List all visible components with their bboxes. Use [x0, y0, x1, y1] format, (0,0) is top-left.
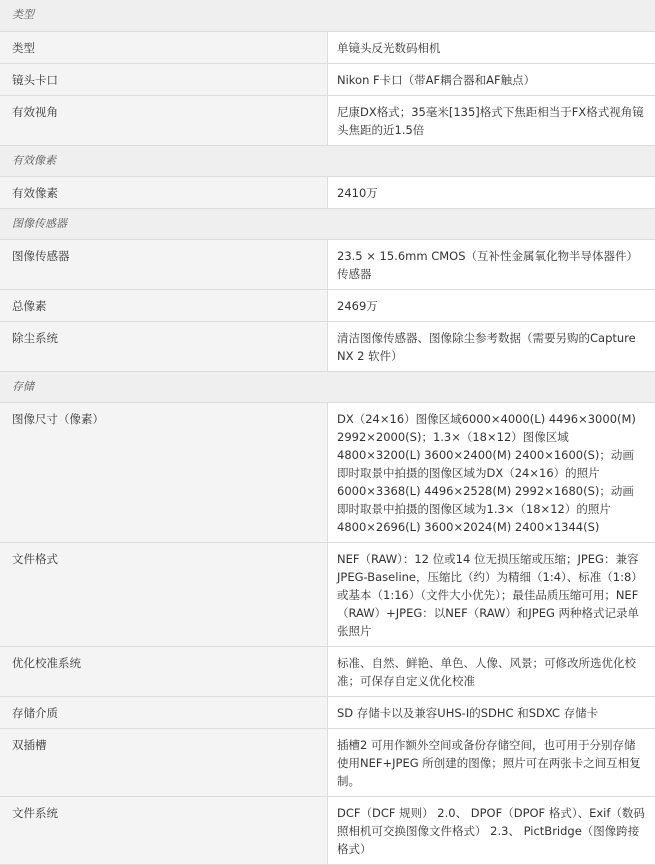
row-value: 标准、自然、鲜艳、单色、人像、风景；可修改所选优化校准；可保存自定义优化校准 [328, 646, 655, 696]
section-header [0, 208, 655, 239]
row-value: DCF（DCF 规则） 2.0、 DPOF（DPOF 格式）、Exif（数码照相机可交换图像文件格式） 2.3、 PictBridge（图像跨接格式） [328, 796, 655, 864]
section-title: 有效像素 [0, 145, 655, 176]
table-row [0, 542, 655, 646]
row-value: 单镜头反光数码相机 [328, 31, 655, 63]
section-title: 存储 [0, 371, 655, 402]
row-value: 插槽2 可用作额外空间或备份存储空间，也可用于分别存储使用NEF+JPEG 所创建的图像；照片可在两张卡之间互相复制。 [328, 728, 655, 796]
row-label: 有效像素 [0, 176, 328, 208]
table-row [0, 63, 655, 95]
table-row [0, 321, 655, 371]
table-row [0, 95, 655, 145]
row-label: 除尘系统 [0, 321, 328, 371]
row-value: SD 存储卡以及兼容UHS-I的SDHC 和SDXC 存储卡 [328, 696, 655, 728]
table-row [0, 289, 655, 321]
section-header [0, 0, 655, 31]
row-label: 类型 [0, 31, 328, 63]
section-title: 图像传感器 [0, 208, 655, 239]
row-value: DX（24×16）图像区域6000×4000(L) 4496×3000(M) 2992×2000(S)；1.3×（18×12）图像区域4800×3200(L) 3600×2400(M) 2400×1600(S)；动画即时取景中拍摄的图像区域为DX（24×16）的照片6000×3368(L) 4496×2528(M) 2992×1680(S)；动画即时取景中拍摄的图像区域为1.3×（18×12）的照片4800×2696(L) 3600×2024(M) 2400×1344(S) [328, 402, 655, 542]
section-title: 类型 [0, 0, 655, 31]
table-row [0, 176, 655, 208]
section-header [0, 145, 655, 176]
row-label: 文件格式 [0, 542, 328, 646]
table-row [0, 796, 655, 864]
table-row [0, 728, 655, 796]
section-header [0, 371, 655, 402]
row-label: 图像传感器 [0, 239, 328, 289]
row-label: 存储介质 [0, 696, 328, 728]
table-row [0, 402, 655, 542]
table-row [0, 646, 655, 696]
row-label: 有效视角 [0, 95, 328, 145]
table-row [0, 696, 655, 728]
row-value: 尼康DX格式；35毫米[135]格式下焦距相当于FX格式视角镜头焦距的近1.5倍 [328, 95, 655, 145]
row-label: 镜头卡口 [0, 63, 328, 95]
row-label: 文件系统 [0, 796, 328, 864]
row-value: 清洁图像传感器、图像除尘参考数据（需要另购的Capture NX 2 软件） [328, 321, 655, 371]
row-value: Nikon F卡口（带AF耦合器和AF触点） [328, 63, 655, 95]
row-value: 2469万 [328, 289, 655, 321]
row-value: 23.5 × 15.6mm CMOS（互补性金属氧化物半导体器件）传感器 [328, 239, 655, 289]
table-row [0, 239, 655, 289]
row-value: NEF（RAW）：12 位或14 位无损压缩或压缩；JPEG：兼容JPEG-Baseline，压缩比（约）为精细（1:4）、标准（1:8）或基本（1:16）（文件大小优先）；最佳品质压缩可用；NEF（RAW）+JPEG：以NEF（RAW）和JPEG 两种格式记录单张照片 [328, 542, 655, 646]
row-value: 2410万 [328, 176, 655, 208]
row-label: 双插槽 [0, 728, 328, 796]
table-row [0, 31, 655, 63]
row-label: 优化校准系统 [0, 646, 328, 696]
row-label: 总像素 [0, 289, 328, 321]
row-label: 图像尺寸（像素） [0, 402, 328, 542]
